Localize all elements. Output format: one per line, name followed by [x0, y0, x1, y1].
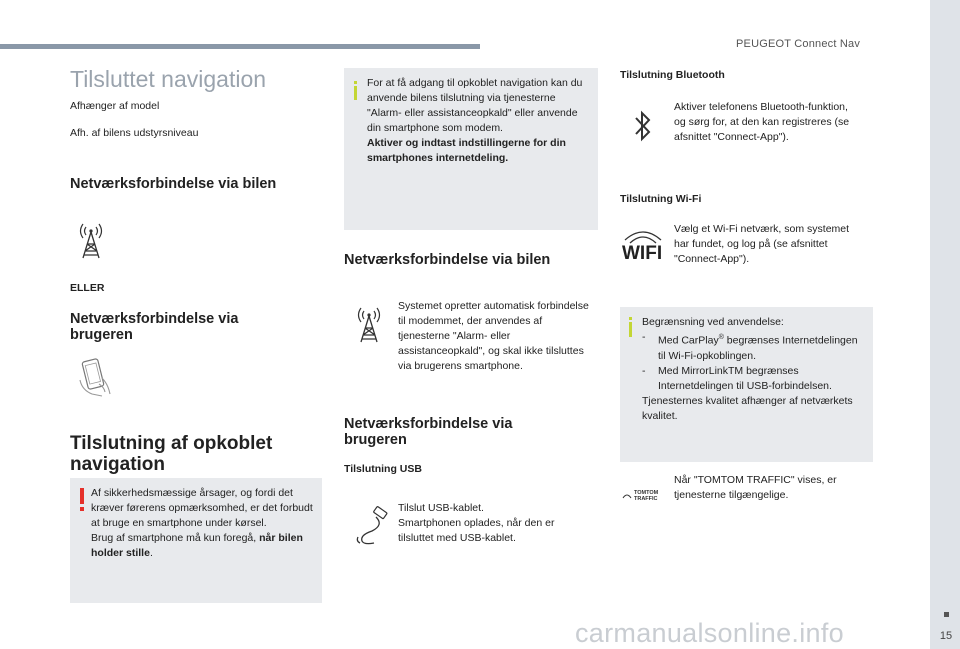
usb-label: Tilslutning USB — [344, 463, 422, 475]
info-icon — [354, 86, 357, 100]
heading-car-connection: Netværksforbindelse via bilen — [70, 176, 277, 192]
car-connection-text: Systemet opretter automatisk forbindelse til modemmet, der anvendes af tjenesterne "Alarm- eller assistanceopkald", og skal ikke tilsluttes via brugerens smartphone. — [398, 300, 589, 372]
wifi-label: Tilslutning Wi-Fi — [620, 193, 702, 205]
antenna-icon — [74, 222, 108, 260]
usb-text: Tilslut USB-kablet. Smartphonen oplades, når den er tilsluttet med USB-kablet. — [398, 502, 555, 544]
heading-user-connection: Netværksforbindelse via brugeren — [70, 311, 239, 343]
heading-user-connection-2: Netværksforbindelse via brugeren — [344, 416, 513, 448]
page-marker — [944, 612, 949, 617]
tomtom-text: Når "TOMTOM TRAFFIC" vises, er tjenesterne tilgængelige. — [674, 474, 837, 501]
bluetooth-text: Aktiver telefonens Bluetooth-funktion, og sørg for, at den kan registreres (se afsnittet "Connect-App"). — [674, 101, 850, 143]
warning-icon — [80, 488, 84, 504]
header-bar — [0, 44, 480, 49]
list-item: - Med CarPlay® begrænses Internetdelingen til Wi-Fi-opkoblingen. — [642, 331, 858, 362]
warning-box — [70, 478, 322, 603]
info-text: For at få adgang til opkoblet navigation kan du anvende bilens tilslutning via tjenesterne "Alarm- eller assistanceopkald" eller anvende din smartphone som modem. Aktiver og indtast indstillingerne for din smartphones internetdeling. — [367, 77, 583, 164]
watermark: carmanualsonline.info — [575, 618, 844, 648]
limitation-text: Begrænsning ved anvendelse: - Med CarPlay® begrænses Internetdelingen til Wi-Fi-opkoblingen. - Med MirrorLinkTM begrænses Internetdelingen til USB-forbindelsen. Tjenesternes kvalitet afhænger af netværkets kvalitet. — [642, 315, 868, 424]
or-label: ELLER — [70, 282, 105, 294]
antenna-icon — [352, 306, 386, 344]
model-note: Afhænger af model — [70, 100, 160, 112]
side-band — [930, 0, 960, 649]
usb-cable-icon — [354, 505, 390, 545]
bluetooth-icon — [632, 108, 654, 144]
warning-text: Af sikkerhedsmæssige årsager, og fordi det kræver førerens opmærksomhed, er det forbudt at bruge en smartphone under kørsel. Brug af smartphone må kun foregå, når bilen holder stille. — [91, 487, 313, 559]
heading-connected-navigation: Tilslutning af opkoblet navigation — [70, 433, 273, 475]
info-icon — [629, 322, 632, 337]
page-title: Tilsluttet navigation — [70, 66, 267, 92]
wifi-text: Vælg et Wi-Fi netværk, som systemet har fundet, og log på (se afsnittet "Connect-App"). — [674, 223, 850, 265]
smartphone-hand-icon — [72, 354, 118, 400]
brand-label: PEUGEOT Connect Nav — [736, 38, 861, 50]
limitation-box — [620, 307, 873, 462]
heading-car-connection-2: Netværksforbindelse via bilen — [344, 252, 551, 268]
wifi-icon: WIFI — [622, 226, 664, 265]
info-box — [344, 68, 598, 230]
equipment-note: Afh. af bilens udstyrsniveau — [70, 127, 199, 139]
page-number: 15 — [939, 630, 953, 642]
list-item: - Med MirrorLinkTM begrænses Internetdelingen til USB-forbindelsen. — [642, 364, 832, 392]
bluetooth-label: Tilslutning Bluetooth — [620, 69, 725, 81]
